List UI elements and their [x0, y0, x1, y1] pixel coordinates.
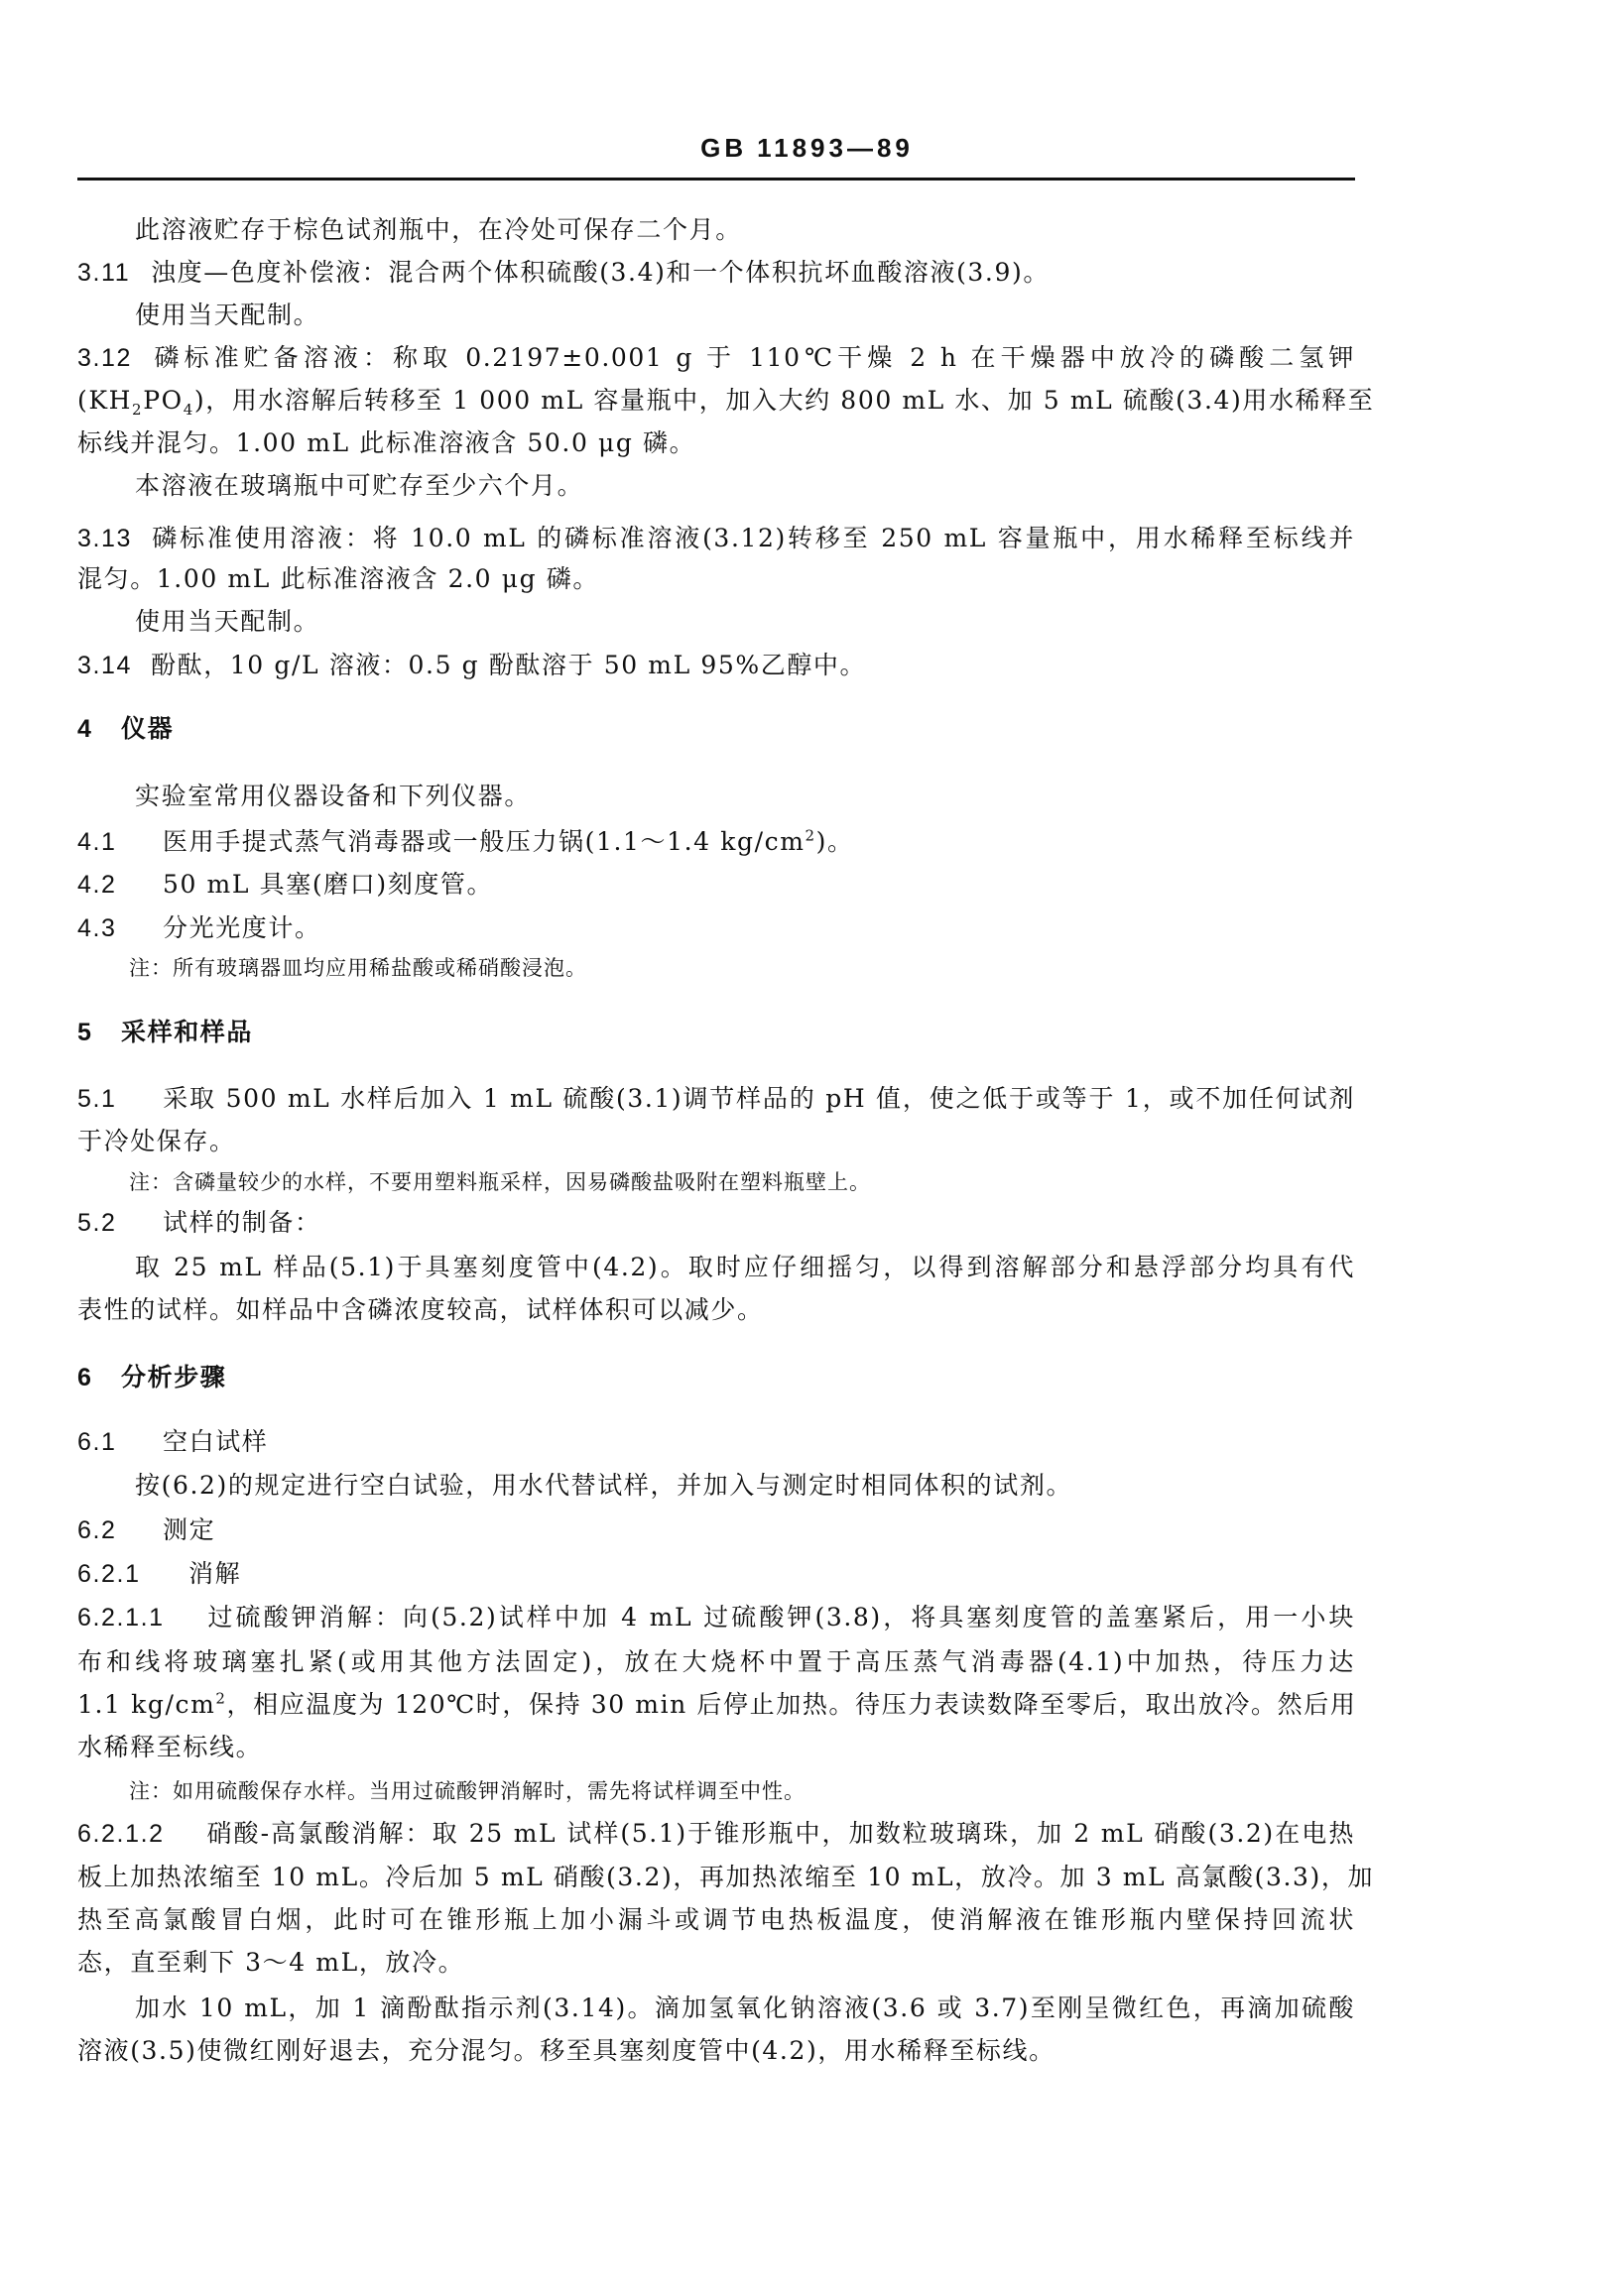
- clause-5-1: 5.1 采取 500 mL 水样后加入 1 mL 硫酸(3.1)调节样品的 pH 值，使之低于或等于 1，或不加任何试剂: [77, 1082, 1355, 1116]
- standard-prefix: GB: [700, 133, 748, 163]
- clause-6-1: 6.1 空白试样: [77, 1425, 1355, 1459]
- paragraph-line: 态，直至剩下 3～4 mL，放冷。: [77, 1948, 465, 1977]
- clause-4-2: 4.2 50 mL 具塞(磨口)刻度管。: [77, 868, 1355, 902]
- clause-4-3: 4.3 分光光度计。: [77, 911, 1355, 945]
- section-title: 采样和样品: [121, 1018, 254, 1046]
- clause-number: 4.1: [77, 828, 117, 856]
- clause-number: 5.2: [77, 1209, 117, 1237]
- clause-number: 6.2.1: [77, 1560, 141, 1588]
- section-title: 仪器: [121, 714, 175, 743]
- paragraph-line: 本溶液在玻璃瓶中可贮存至少六个月。: [135, 471, 584, 500]
- paragraph-line: 布和线将玻璃塞扎紧(或用其他方法固定)，放在大烧杯中置于高压蒸气消毒器(4.1)中加热，待压力达: [77, 1647, 1355, 1676]
- section-number: 5: [77, 1019, 93, 1046]
- clause-number: 4.2: [77, 871, 117, 899]
- clause-6-2-1-2: 6.2.1.2 硝酸-高氯酸消解：取 25 mL 试样(5.1)于锥形瓶中，加数粒玻璃珠，加 2 mL 硝酸(3.2)在电热: [77, 1817, 1355, 1851]
- header-rule: [77, 178, 1355, 181]
- clause-6-2-1-1: 6.2.1.1 过硫酸钾消解：向(5.2)试样中加 4 mL 过硫酸钾(3.8)，将具塞刻度管的盖塞紧后，用一小块: [77, 1601, 1355, 1634]
- clause-6-2-1: 6.2.1 消解: [77, 1557, 1355, 1591]
- paragraph-line: 溶液(3.5)使微红刚好退去，充分混匀。移至具塞刻度管中(4.2)，用水稀释至标线。: [77, 2036, 1055, 2065]
- paragraph-line: $(KH_2PO_4)$，用水溶解后转移至 1 000 mL 容量瓶中，加入大约 800 mL 水、加 5 mL 硫酸(3.4)用水稀释至: [77, 386, 1375, 419]
- paragraph-line: 标线并混匀。1.00 mL 此标准溶液含 50.0 μg 磷。: [77, 428, 696, 457]
- paragraph-line: 取 25 mL 样品(5.1)于具塞刻度管中(4.2)。取时应仔细摇匀，以得到溶解部分和悬浮部分均具有代: [135, 1253, 1355, 1281]
- section-6-heading: [77, 1361, 1355, 1394]
- clause-3-13: 3.13 磷标准使用溶液：将 10.0 mL 的磷标准溶液(3.12)转移至 250 mL 容量瓶中，用水稀释至标线并: [77, 522, 1355, 555]
- paragraph-line: 于冷处保存。: [77, 1127, 236, 1155]
- clause-5-2: 5.2 试样的制备：: [77, 1206, 1355, 1240]
- note: 注：所有玻璃器皿均应用稀盐酸或稀硝酸浸泡。: [129, 956, 587, 980]
- clause-4-1: 4.1 医用手提式蒸气消毒器或一般压力锅(1.1～1.4 $kg/cm^2$)。: [77, 825, 1355, 859]
- paragraph-line: 此溶液贮存于棕色试剂瓶中，在冷处可保存二个月。: [135, 215, 742, 244]
- clause-number: 5.1: [77, 1085, 117, 1113]
- note: 注：如用硫酸保存水样。当用过硫酸钾消解时，需先将试样调至中性。: [129, 1779, 806, 1803]
- page-header: [0, 133, 1614, 164]
- paragraph-line: 板上加热浓缩至 10 mL。冷后加 5 mL 硝酸(3.2)，再加热浓缩至 10 mL，放冷。加 3 mL 高氯酸(3.3)，加: [77, 1863, 1375, 1891]
- clause-number: 4.3: [77, 914, 117, 942]
- section-title: 分析步骤: [121, 1363, 227, 1391]
- clause-3-11: 3.11 浊度—色度补偿液：混合两个体积硫酸(3.4)和一个体积抗坏血酸溶液(3.9)。: [77, 256, 1355, 290]
- clause-number: 3.11: [77, 259, 131, 287]
- paragraph-line: 加水 10 mL，加 1 滴酚酞指示剂(3.14)。滴加氢氧化钠溶液(3.6 或 3.7)至刚呈微红色，再滴加硫酸: [135, 1994, 1355, 2022]
- clause-3-14: 3.14 酚酞，10 g/L 溶液：0.5 g 酚酞溶于 50 mL 95%乙醇中。: [77, 649, 1355, 682]
- paragraph-line: 1.1 $kg/cm^2$，相应温度为 120℃时，保持 30 min 后停止加热。待压力表读数降至零后，取出放冷。然后用: [77, 1689, 1357, 1719]
- clause-number: 3.12: [77, 344, 133, 372]
- paragraph-line: 使用当天配制。: [135, 301, 320, 329]
- clause-number: 3.14: [77, 652, 133, 679]
- section-4-heading: [77, 712, 1355, 746]
- paragraph-line: 热至高氯酸冒白烟，此时可在锥形瓶上加小漏斗或调节电热板温度，使消解液在锥形瓶内壁保持回流状: [77, 1905, 1355, 1934]
- section-5-heading: [77, 1016, 1355, 1049]
- clause-number: 6.2: [77, 1516, 117, 1544]
- clause-3-12: 3.12 磷标准贮备溶液：称取 0.2197±0.001 g 于 110℃干燥 2 h 在干燥器中放冷的磷酸二氢钾: [77, 341, 1355, 375]
- standard-number: 11893—89: [757, 133, 914, 163]
- paragraph-line: 表性的试样。如样品中含磷浓度较高，试样体积可以减少。: [77, 1295, 764, 1324]
- paragraph-line: 使用当天配制。: [135, 607, 320, 636]
- paragraph-line: 按(6.2)的规定进行空白试验，用水代替试样，并加入与测定时相同体积的试剂。: [135, 1471, 1073, 1500]
- clause-number: 6.2.1.1: [77, 1604, 165, 1631]
- clause-number: 6.1: [77, 1428, 117, 1456]
- paragraph-line: 实验室常用仪器设备和下列仪器。: [135, 782, 532, 810]
- note: 注：含磷量较少的水样，不要用塑料瓶采样，因易磷酸盐吸附在塑料瓶壁上。: [129, 1170, 871, 1194]
- clause-6-2: 6.2 测定: [77, 1513, 1355, 1547]
- section-number: 4: [77, 715, 93, 743]
- clause-number: 6.2.1.2: [77, 1820, 165, 1848]
- section-number: 6: [77, 1364, 93, 1391]
- paragraph-line: 混匀。1.00 mL 此标准溶液含 2.0 μg 磷。: [77, 564, 599, 593]
- clause-number: 3.13: [77, 525, 133, 552]
- paragraph-line: 水稀释至标线。: [77, 1733, 263, 1761]
